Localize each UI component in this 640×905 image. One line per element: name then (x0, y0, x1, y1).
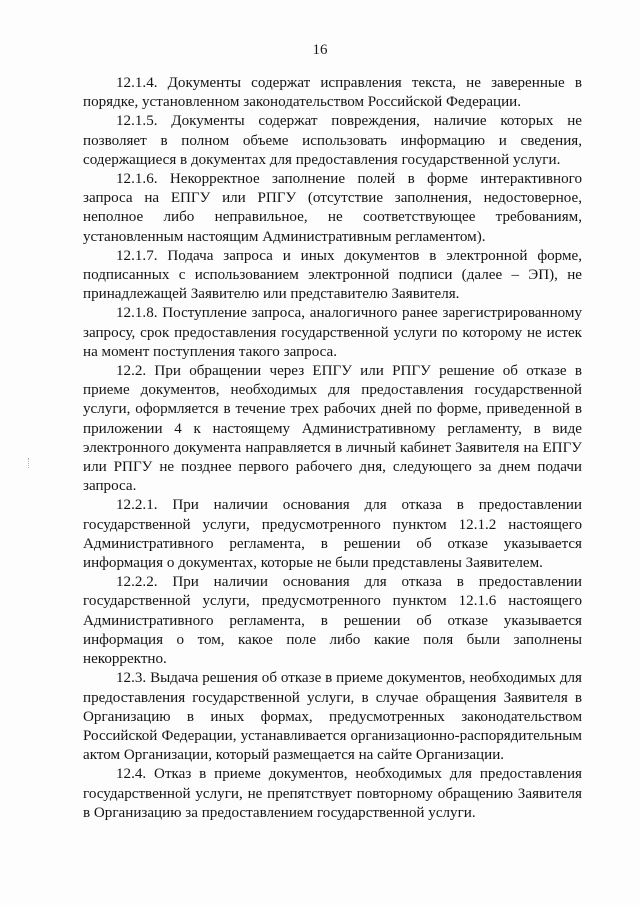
paragraph-12-2: 12.2. При обращении через ЕПГУ или РПГУ решение об отказе в приеме документов, необходимых для предоставления государственной услуги, оформляется в течение трех рабочих дней по форме, приведенной в приложении 4 к настоящему Административному регламенту, в виде электронного документа направляется в личный кабинет Заявителя на ЕПГУ или РПГУ не позднее первого рабочего дня, следующего за днем подачи запроса. (83, 363, 582, 495)
paragraph-12-1-4: 12.1.4. Документы содержат исправления текста, не заверенные в порядке, установленном законодательством Российской Федерации. (83, 75, 582, 111)
paragraph-12-2-2: 12.2.2. При наличии основания для отказа в предоставлении государственной услуги, предусмотренного пунктом 12.1.6 настоящего Административного регламента, в решении об отказе указывается информация о том, какое поле либо какие поля были заполнены некорректно. (83, 574, 582, 668)
document-body (83, 74, 582, 823)
page-number: 16 (312, 42, 328, 58)
paragraph-12-1-7: 12.1.7. Подача запроса и иных документов в электронной форме, подписанных с использованием электронной подписи (далее – ЭП), не принадлежащей Заявителю или представителю Заявителя. (83, 247, 582, 303)
scan-margin-mark (28, 458, 31, 468)
paragraph-12-4: 12.4. Отказ в приеме документов, необходимых для предоставления государственной услуги, не препятствует повторному обращению Заявителя в Организацию за предоставлением государственной услуги. (83, 766, 582, 821)
paragraph-12-1-6: 12.1.6. Некорректное заполнение полей в форме интерактивного запроса на ЕПГУ или РПГУ (отсутствие заполнения, недостоверное, неполное либо неправильное, не соответствующее требованиям, установленным настоящим Административным регламентом). (83, 171, 582, 245)
paragraph-12-1-8: 12.1.8. Поступление запроса, аналогичного ранее зарегистрированному запросу, срок предоставления государственной услуги по которому не истек на момент поступления такого запроса. (83, 305, 582, 360)
paragraph-12-3: 12.3. Выдача решения об отказе в приеме документов, необходимых для предоставления государственной услуги, в случае обращения Заявителя в Организацию в иных формах, предусмотренных законодательством Российской Федерации, устанавливается организационно-распорядительным актом Организации, который размещается на сайте Организации. (83, 670, 582, 764)
paragraph-12-2-1: 12.2.1. При наличии основания для отказа в предоставлении государственной услуги, предусмотренного пунктом 12.1.2 настоящего Административного регламента, в решении об отказе указывается информация о документах, которые не были представлены Заявителем. (83, 497, 582, 572)
paragraph-12-1-5: 12.1.5. Документы содержат повреждения, наличие которых не позволяет в полном объеме использовать информацию и сведения, содержащиеся в документах для предоставления государственной услуги. (83, 113, 582, 168)
